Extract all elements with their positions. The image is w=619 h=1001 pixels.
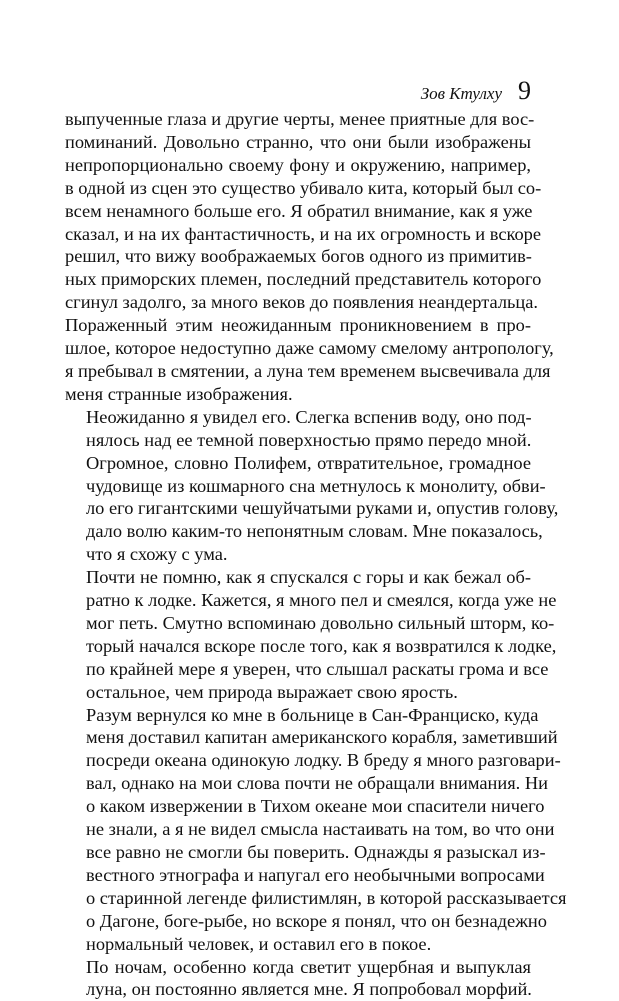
text-line: что я схожу с ума.: [86, 544, 228, 565]
text-line: ратно к лодке. Кажется, я много пел и смеялся, когда уже не: [86, 590, 557, 611]
text-line: остальное, чем природа выражает свою ярость.: [86, 681, 458, 702]
text-line: Неожиданно я увидел его. Слегка вспенив воду, оно под-: [86, 406, 532, 427]
text-line: поминаний. Довольно странно, что они были изображены: [65, 131, 531, 152]
text-line: меня доставил капитан американского корабля, заметивший: [86, 727, 558, 748]
text-line: не знали, а я не видел смысла настаивать на том, во что они: [86, 819, 555, 840]
text-line: меня странные изображения.: [65, 383, 293, 404]
paragraph: [65, 566, 557, 703]
text-line: решил, что вижу воображаемых богов одного из примитив-: [65, 246, 532, 267]
text-line: чудовище из кошмарного сна метнулось к монолиту, обви-: [86, 475, 546, 496]
paragraph: [65, 704, 567, 956]
text-line: мог петь. Смутно вспоминаю довольно сильный шторм, ко-: [86, 612, 555, 633]
text-line: о Дагоне, боге-рыбе, но вскоре я понял, что он безнадежно: [86, 910, 547, 931]
running-head-title: Зов Ктулху: [420, 84, 502, 103]
text-line: посреди океана одинокую лодку. В бреду я много разговари-: [86, 750, 561, 771]
text-line: сгинул задолго, за много веков до появления неандертальца.: [65, 292, 539, 313]
text-line: по крайней мере я уверен, что слышал раскаты грома и все: [86, 658, 549, 679]
body-text: [65, 108, 567, 1001]
text-line: луна, он постоянно является мне. Я попробовал морфий.: [86, 979, 532, 1000]
text-line: выпученные глаза и другие черты, менее приятные для вос-: [65, 109, 535, 129]
text-line: сказал, и на их фантастичность, и на их огромность и вскоре: [65, 223, 542, 244]
page-number: 9: [518, 76, 531, 105]
text-line: я пребывал в смятении, а луна тем временем высвечивала для: [65, 360, 551, 381]
running-head: [421, 76, 531, 106]
text-line: все равно не смогли бы поверить. Однажды я разыскал из-: [86, 842, 546, 862]
paragraph: [65, 108, 554, 406]
text-line: о каком извержении в Тихом океане мои спасители ничего: [86, 796, 545, 817]
text-line: Пораженный этим неожиданным проникновением в про-: [65, 315, 531, 336]
text-line: По ночам, особенно когда светит ущербная и выпуклая: [86, 956, 531, 977]
text-line: в одной из сцен это существо убивало кита, который был со-: [65, 177, 542, 198]
text-line: Разум вернулся ко мне в больнице в Сан-Франциско, куда: [86, 704, 539, 725]
text-line: Почти не помню, как я спускался с горы и как бежал об-: [86, 567, 531, 588]
paragraph: [65, 956, 531, 1001]
text-line: торый начался вскоре после того, как я возвратился к лодке,: [86, 635, 557, 656]
text-line: нормальный человек, и оставил его в покое.: [86, 933, 432, 954]
text-line: о старинной легенде филистимлян, в которой рассказывается: [86, 887, 567, 908]
paragraph: [65, 406, 559, 566]
text-line: шлое, которое недоступно даже самому смелому антропологу,: [65, 338, 554, 359]
text-line: вал, однако на мои слова почти не обращали внимания. Ни: [86, 773, 548, 794]
text-line: ных приморских племен, последний представитель которого: [65, 269, 542, 290]
text-line: вестного этнографа и напугал его необычными вопросами: [86, 864, 545, 885]
text-line: дало волю каким-то непонятным словам. Мне показалось,: [86, 521, 543, 542]
text-line: Огромное, словно Полифем, отвратительное, громадное: [86, 452, 531, 473]
text-line: ло его гигантскими чешуйчатыми руками и, опустив голову,: [86, 498, 559, 519]
text-line: непропорционально своему фону и окружению, например,: [65, 154, 531, 175]
text-line: нялось над ее темной поверхностью прямо передо мной.: [86, 429, 532, 450]
text-line: всем ненамного больше его. Я обратил внимание, как я уже: [65, 200, 533, 221]
